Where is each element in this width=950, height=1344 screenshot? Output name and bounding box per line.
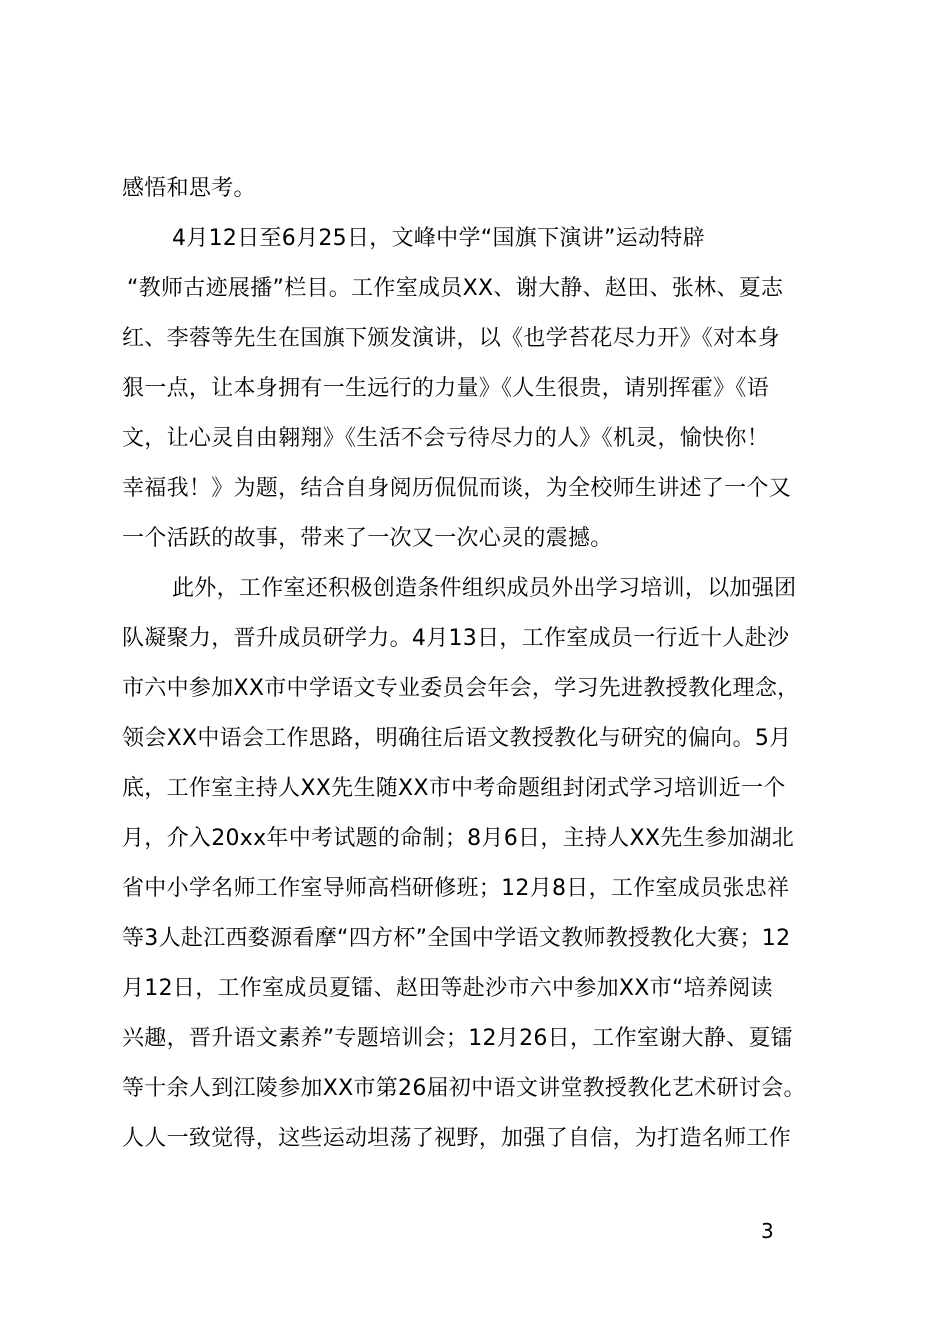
text-line-3: “教师古迹展播”栏目。工作室成员XX、谢大静、赵田、张林、夏志 [127, 276, 784, 301]
text-line-12: 领会XX中语会工作思路，明确往后语文教授教化与研究的偏向。5月 [122, 726, 792, 751]
text-line-14: 月，介入20xx年中考试题的命制；8月6日，主持人XX先生参加湖北 [122, 826, 795, 851]
text-line-17: 月12日，工作室成员夏镭、赵田等赴沙市六中参加XX市“培养阅读 [122, 976, 773, 1001]
text-line-15: 省中小学名师工作室导师高档研修班；12月8日，工作室成员张忠祥 [122, 876, 790, 901]
text-line-4: 红、李蓉等先生在国旗下颁发演讲，以《也学苔花尽力开》《对本身 [122, 326, 781, 351]
page-number: 3 [761, 1219, 774, 1243]
text-line-7: 幸福我！》为题，结合自身阅历侃侃而谈，为全校师生讲述了一个又 [122, 476, 792, 501]
text-line-9: 此外，工作室还积极创造条件组织成员外出学习培训，以加强团 [172, 576, 797, 601]
text-line-2: 4月12日至6月25日，文峰中学“国旗下演讲”运动特辟 [172, 226, 705, 251]
text-line-5: 狠一点，让本身拥有一生远行的力量》《人生很贵，请别挥霍》《语 [122, 376, 770, 401]
text-line-8: 一个活跃的故事，带来了一次又一次心灵的震撼。 [122, 526, 613, 551]
text-line-16: 等3人赴江西婺源看摩“四方杯”全国中学语文教师教授教化大赛；12 [122, 926, 791, 951]
text-line-13: 底，工作室主持人XX先生随XX市中考命题组封闭式学习培训近一个 [122, 776, 786, 801]
text-line-1: 感悟和思考。 [122, 176, 256, 201]
text-line-11: 市六中参加XX市中学语文专业委员会年会，学习先进教授教化理念， [122, 676, 800, 701]
text-line-19: 等十余人到江陵参加XX市第26届初中语文讲堂教授教化艺术研讨会。 [122, 1076, 806, 1101]
text-line-20: 人人一致觉得，这些运动坦荡了视野，加强了自信，为打造名师工作 [122, 1126, 792, 1151]
text-line-6: 文，让心灵自由翱翔》《生活不会亏待尽力的人》《机灵，愉快你！ [122, 426, 770, 451]
text-line-18: 兴趣，晋升语文素养”专题培训会；12月26日，工作室谢大静、夏镭 [122, 1026, 793, 1051]
text-line-10: 队凝聚力，晋升成员研学力。4月13日，工作室成员一行近十人赴沙 [122, 626, 790, 651]
